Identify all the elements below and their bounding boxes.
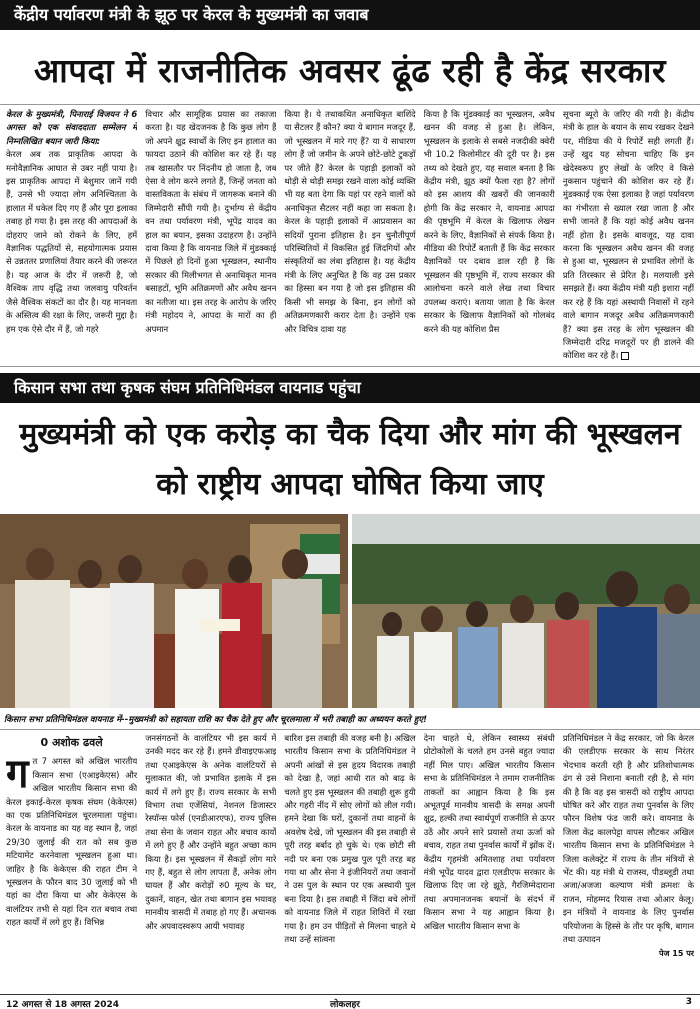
photo-strip xyxy=(0,514,700,708)
story2-column-2 xyxy=(145,732,276,992)
divider xyxy=(0,104,700,105)
story1-headline: आपदा में राजनीतिक अवसर ढूंढ रही है केंद्र सरकार xyxy=(34,51,666,90)
drop-cap: ग xyxy=(6,751,29,798)
story1-column-3 xyxy=(284,108,415,360)
story2-column-3 xyxy=(284,732,415,992)
end-mark-icon xyxy=(621,352,629,360)
story1-column-5 xyxy=(563,108,694,360)
story1-column-text: केरल अब तक प्राकृतिक आपदा के मनोवैज्ञानिक आघात से उबर नहीं पाया है। इस प्राकृतिक आपदा में बेशुमार जानें गयी हैं, उनसे भी ज्यादा लोग अनिश्चितता के हालात में धकेल दिए गए हैं और पूरा इलाका तबाह हो गया है। इस तरह की आपदाओं के दोहराए जाने को रोकने के लिए, हमें वैज्ञानिक पद्धतियों से, सहयोगात्मक प्रयास से उन्नततर प्रणालियां तैयार करने की जरूरत है। यह आज के दौर में जरूरी है, जो वैश्विक ताप वृद्धि तथा जलवायु परिवर्तन जैसे वैश्विक संकटों का दौर है। यह मानवता के अस्तित्व की रक्षा के लिए, जरूरी मुद्दा है। हम एक ऐसे दौर में हैं, जो गहरे xyxy=(6,149,138,334)
divider xyxy=(0,729,700,730)
divider xyxy=(0,366,700,367)
photo-site-visit xyxy=(352,514,700,708)
story1-column-4 xyxy=(424,108,555,360)
story1-column-text: सूचना ब्यूरो के जरिए की गयी है। केंद्रीय मंत्री के हाल के बयान के साथ रखकर देखने पर, मीडिया की ये रिपोर्टें सही लगती हैं। उन्हें खुद यह सोचना चाहिए कि इन खेदेस्वरूप हुए लेखों के जरिए वे किसे नुकसान पहुंचाने की कोशिश कर रहे हैं। मुंडक्काई एक ऐसा इलाका है जहां पर्यावरण का गंभीरता से ख्याल रखा जाता है और सभी जानते हैं कि यहां कोई अवैध खनन नहीं होता है। इसके बावजूद, यह दावा करना कि भूस्खलन अवैध खनन की वजह से हुआ था, भूस्खलन से प्रभावित लोगों के प्रति तिरस्कार से प्रेरित है। मलयाली इसे समझते हैं। क्या केंद्रीय मंत्री यही इशारा नहीं कर रहे हैं कि यहां अस्थायी निवासों में रहने वाले बागान मजदूर अवैध अतिक्रमणकारी हैं? क्या इस तरह के लोग भूस्खलन की जिम्मेदारी दरिद्र मजदूरों पर ही डालने की कोशिश कर रहे हैं। xyxy=(562,109,694,360)
photo-caption: किसान सभा प्रतिनिधिमंडल वायनाड में--मुख्यमंत्री को सहायता राशि का चैक देते हुए और चूरलमाला में भरी तबाही का अध्ययन करते हुए! xyxy=(4,715,427,725)
page-number: 3 xyxy=(685,997,692,1007)
story1-body xyxy=(6,108,694,360)
story2-column-1 xyxy=(6,732,137,992)
story2-column-4 xyxy=(424,732,555,992)
story2-column-text: बारिश इस तबाही की वजह बनी है। अखिल भारतीय किसान सभा के प्रतिनिधिमंडल ने अपनी आंखों से इस हृदय विदारक तबाही को देखा है, जहां आधी रात को बाढ़ के चलते हुए इस भूस्खलन की तबाही शुरू हुयी और गहरी नींद में सोए लोगों को लील गयी। हमने देखा कि घरों, दुकानों तथा वाहनों के अवशेष देखे, जो भूस्खलन की इस तबाही से पूरी तरह बर्बाद हो चुके थे। एक छोटी सी नदी पर बना एक प्रमुख पुल पूरी तरह बह गया था और सेना ने इंजीनियरों तथा जवानों ने उस पुल के स्थान पर एक अस्थायी पुल बना दिया है। इस तबाही में जिंदा बचे लोगों को वायनाड जिले में राहत शिविरों में रखा गया है। हम उन पीड़ितों से मिलना चाहते थे तथा उन्हें सांत्वना xyxy=(284,733,416,945)
footer-paper-name: लोकलहर xyxy=(330,1000,360,1009)
story2-column-text: त 7 अगस्त को अखिल भारतीय किसान सभा (एआइकेएस) और अखिल भारतीय किसान सभा की केरल इकाई-केरल कृषक संघम (केकेएस) का एक प्रतिनिधिमंडल चूरलमाला पहुंचा। केरल के वायनाड का यह वह स्थान है, जहां 29/30 जुलाई की रात को सब कुछ मटियामेट करनेवाला भूस्खलन हुआ था। जाहिर है कि केकेएस की राहत टीम ने भूस्खलन के फौरन बाद 30 जुलाई को भी यहां का दौरा किया था और केकेएस के वालंटियर तभी से यहां दिन रात बचाव तथा राहत कार्यों में लगे हुए हैं। विभिन्न xyxy=(6,756,138,928)
photo-cheque-handover xyxy=(0,514,348,708)
story2-column-text: जनसंगठनों के वालंटियर भी इस कार्य में उनकी मदद कर रहे हैं। हमने डीवाइएफआइ तथा एआइकेएस के अनेक वालंटियरों से मुलाकात की, जो प्रभावित इलाके में इस कार्य में लगे हुए हैं। राज्य सरकार के सभी विभाग तथा एजेंसियां, नेशनल डिजास्टर रेस्पॉन्स फोर्स (एनडीआरएफ), राज्य पुलिस तथा सेना के जवान राहत और बचाव कार्यों में लगे हुए हैं और उन्होंने बहुत अच्छा काम किया है। इस भूस्खलन में सैकड़ों लोग मारे गए हैं, बहुत से लोग लापता हैं, अनेक लोग घायल हैं और करोड़ों रु0 मूल्य के घर, दुकानें, वाहन, खेत तथा बागान इस भयावह मानवीय त्रासदी में तबाह हो गए हैं। अचानक और अपवादस्वरूप आयी भयावह xyxy=(145,733,277,931)
story2-column-5 xyxy=(563,732,694,992)
footer-date: 12 अगस्त से 18 अगस्त 2024 xyxy=(6,1000,119,1009)
byline: 0 अशोक ढवले xyxy=(40,736,103,749)
story2-headline: मुख्यमंत्री को एक करोड़ का चैक दिया और मांग की भूस्खलन को राष्ट्रीय आपदा घोषित किया जाए xyxy=(19,417,681,502)
continued-note: पेज 15 पर xyxy=(659,948,694,958)
story1-kicker: केंद्रीय पर्यावरण मंत्री के झूठ पर केरल के मुख्यमंत्री का जवाब xyxy=(0,0,700,30)
story1-column-text: किया है। ये तथाकथित अनाधिकृत बाशिंदे या सैटलर हैं कौन? क्या ये बागान मजदूर हैं, जो भूस्खलन में मारे गए हैं? या ये साधारण लोग हैं जो जमीन के अपने छोटे-छोटे टुकड़ों पर जीते हैं? केरल के पहाड़ी इलाकों को थोड़ी से थोड़ी समझ रखने वाला कोई व्यक्ति भी यह बता देगा कि यहां पर रहने वालों को अनाधिकृत सैटलर नहीं कहा जा सकता है। केरल के पहाड़ी इलाकों में आप्रवासन का सदियों पुराना इतिहास है। इन चुनौतीपूर्ण परिस्थितियों में विकसित हुई जिंदगियों और संस्कृतियों का लंबा इतिहास है। यह केंद्रीय मंत्री के लिए अनुचित है कि वह उस प्रकार का हिस्सा बन गया है जो इस इतिहास की किसी भी समझ के बिना, इन लोगों को अतिक्रमणकारी करार देता है। उन्होंने एक और विचित्र दावा यह xyxy=(284,109,416,334)
story1-lead: केरल के मुख्यमंत्री, पिनाराई विजयन ने 6 अगस्त को एक संवाददाता सम्मेलन में निम्नलिखित बयान जारी किया: xyxy=(6,109,138,146)
story2-column-text: प्रतिनिधिमंडल ने केंद्र सरकार, जो कि केरल की एलडीएफ सरकार के साथ निरंतर भेदभाव करती रही है और प्रतिशोधात्मक ढंग से उसे निशाना बनाती रही है, से मांग की है कि वह इस त्रासदी को राष्ट्रीय आपदा घोषित करे और राहत तथा पुनर्वास के लिए फौरन विशेष फंड जारी करे। वायनाड के जिला केंद्र कालपेट्टा वापस लौटकर अखिल भारतीय किसान सभा के प्रतिनिधिमंडल ने जिला कलेक्ट्रेट में राज्य के तीन मंत्रियों से भेंट की। यह मंत्री थे राजस्व, पीडब्लूडी तथा अजा/अजजा कल्याण मंत्री क्रमशः के राजन, मोहम्मद रियास तथा ओआर केलू। इन मंत्रियों ने वायनाड के लिए पुनर्वास परियोजना के हिस्से के तौर पर कृषि, बागान तथा उत्पादन xyxy=(562,733,694,945)
story1-column-1 xyxy=(6,108,137,360)
story1-column-text: किया है कि मुंडक्काई का भूस्खलन, अवैध खनन की वजह से हुआ है। लेकिन, भूस्खलन के इलाके से सबसे नजदीकी क्वेरी भी 10.2 किलोमीटर की दूरी पर है। इस तथ्य को देखते हुए, यह सवाल बनता है कि केंद्रीय मंत्री, झूठ क्यों फैला रहा है? लोगों को इस आशय की खबरों की जानकारी होगी कि केंद्र सरकार ने, वायनाड आपदा की पृष्ठभूमि में केरल के खिलाफ लेखन करने के लिए, वैज्ञानिकों से संपर्क किया है। मीडिया की रिपोर्टें बताती हैं कि केंद्र सरकार वैज्ञानिकों पर दबाव डाल रही है कि भूस्खलन की पृष्ठभूमि में, राज्य सरकार की आलोचना करने वाले लेख तथा विचार उपलब्ध कराएं। बताया जाता है कि केरल सरकार के खिलाफ वैज्ञानिकों को गोलबंद करने की यह कोशिश प्रैस xyxy=(423,109,555,334)
story1-column-text: विचार और सामूहिक प्रयास का तकाजा करता है। यह खेदजनक है कि कुछ लोग हैं जो अपने क्षुद्र स्वार्थों के लिए इन हालात का फायदा उठाने की कोशिश कर रहे हैं। यह तब खासतौर पर निंदनीय हो जाता है, जब ऐसा वे लोग करने लगते हैं, जिन्हें जनता को वास्तविकता के संबंध में जागरूक बनाने की जिम्मेदारी सौंपी गयी है। दुर्भाग्य से केंद्रीय वन तथा पर्यावरण मंत्री, भूपेंद्र यादव का हाल का बयान, इसका उदाहरण है। उन्होंने दावा किया है कि वायनाड जिले में मुंडक्काई में पिछले हो दिनों हुआ भूस्खलन, स्थानीय सरकार की मिलीभगत से अनाधिकृत मानव बसाहटों, भूमि अतिक्रमणों और अवैध खनन का नतीजा था। इस तरह के आरोप के जरिए मंत्री महोदय ने, आपदा के मारों का ही अपमान xyxy=(145,109,277,334)
story2-column-text: देना चाहते थे, लेकिन स्वास्थ्य संबंधी प्रोटोकोलों के चलते हम उनसे बहुत ज्यादा नहीं मिल पाए। अखिल भारतीय किसान सभा के प्रतिनिधिमंडल ने तमाम राजनीतिक ताकतों का आह्वान किया है कि इस अभूतपूर्व मानवीय त्रासदी के समक्ष अपनी क्षुद्र, हल्की तथा स्वार्थपूर्ण राजनीति से ऊपर उठें और अपने सारे प्रयासों तथा ऊर्जा को बचाव, राहत तथा पुनर्वास कार्यों में झोंक दें। केंद्रीय गृहमंत्री अमितशाह तथा पर्यावरण मंत्री भूपेंद्र यादव द्वारा एलडीएफ सरकार के खिलाफ दिए जा रहे झूठे, गैरजिम्मेदाराना तथा अपमानजनक बयानों के संदर्भ में किसान सभा ने यह आह्वान किया है। अखिल भारतीय किसान सभा के xyxy=(423,733,555,931)
story2-kicker: किसान सभा तथा कृषक संघम प्रतिनिधिमंडल वायनाड पहुंचा xyxy=(0,373,700,403)
story2-body xyxy=(6,732,694,992)
page-footer xyxy=(0,994,700,1009)
story1-column-2 xyxy=(145,108,276,360)
